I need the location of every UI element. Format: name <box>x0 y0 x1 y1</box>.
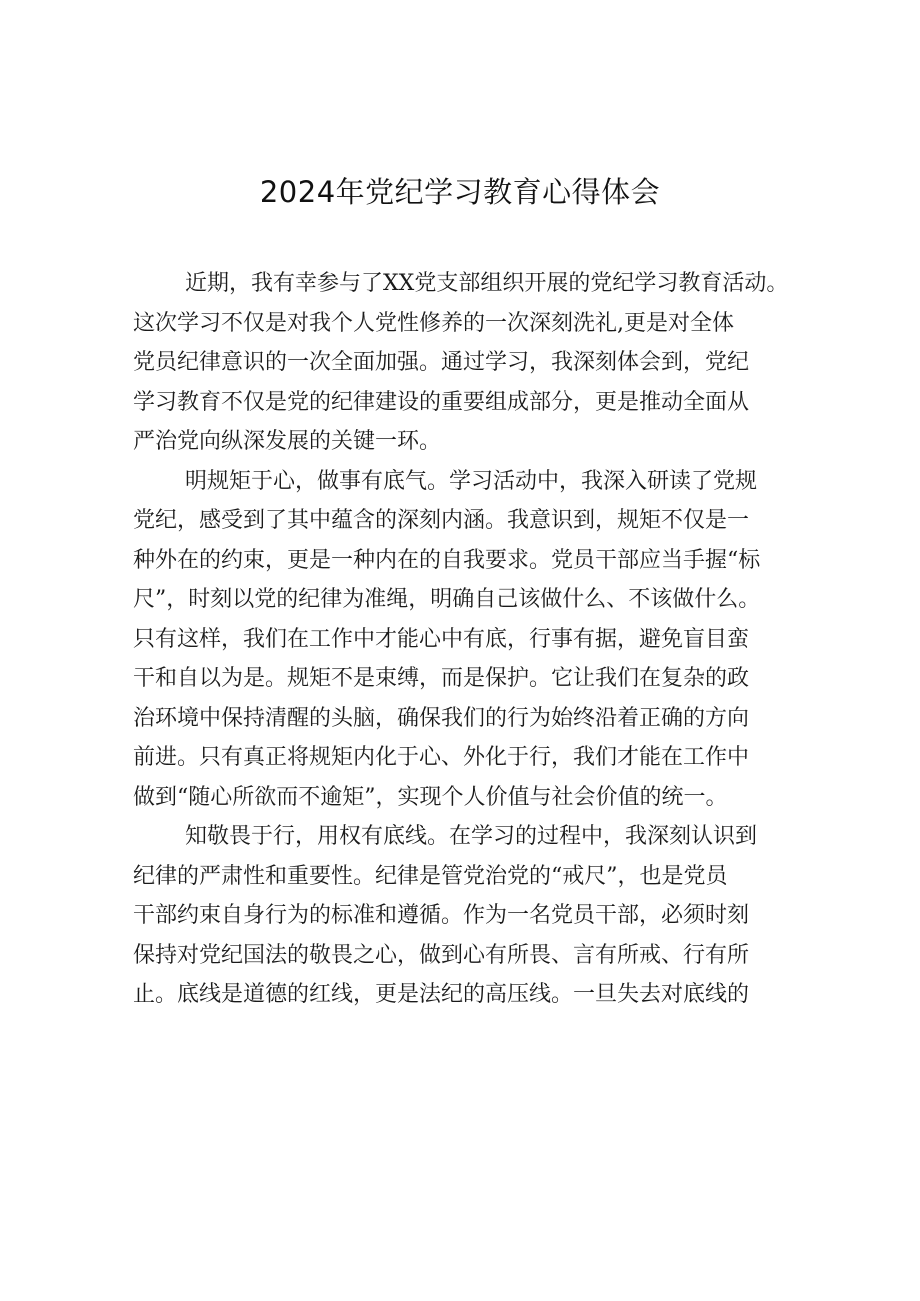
text-line: 治环境中保持清醒的头脑，确保我们的行为始终沿着正确的方向 <box>133 705 750 731</box>
text-line: 尺”，时刻以党的纪律为准绳，明确自己该做什么、不该做什么。 <box>133 587 761 612</box>
text-line: 知敬畏于行，用权有底线。在学习的过程中，我深刻认识到 <box>185 824 758 849</box>
text-line: 这次学习不仅是对我个人党性修养的一次深刻洗礼,更是对全体 <box>133 310 734 336</box>
text-line: 干和自以为是。规矩不是束缚，而是保护。它让我们在复杂的政 <box>133 666 750 691</box>
text-line: 前进。只有真正将规矩内化于心、外化于行，我们才能在工作中 <box>133 745 750 770</box>
text-line: 明规矩于心，做事有底气。学习活动中，我深入研读了党规 <box>185 468 758 494</box>
text-line: 只有这样，我们在工作中才能心中有底，行事有据，避免盲目蛮 <box>133 626 750 652</box>
text-line: 近期，我有幸参与了XX党支部组织开展的党纪学习教育活动。 <box>185 271 789 296</box>
text-line: 干部约束自身行为的标准和遵循。作为一名党员干部，必须时刻 <box>133 903 750 928</box>
text-line: 种外在的约束，更是一种内在的自我要求。党员干部应当手握“标 <box>133 547 761 573</box>
paragraph-2 <box>133 462 811 818</box>
paragraph-1 <box>133 264 811 462</box>
text-line: 学习教育不仅是党的纪律建设的重要组成部分，更是推动全面从 <box>133 389 750 415</box>
text-line: 做到“随心所欲而不逾矩”，实现个人价值与社会价值的统一。 <box>133 784 728 810</box>
text-line: 保持对党纪国法的敬畏之心，做到心有所畏、言有所戒、行有所 <box>133 942 750 968</box>
text-line: 党纪，感受到了其中蕴含的深刻内涵。我意识到，规矩不仅是一 <box>133 508 750 533</box>
document-title: 2024年党纪学习教育心得体会 <box>259 175 661 209</box>
text-line: 纪律的严肃性和重要性。纪律是管党治党的“戒尺”，也是党员 <box>133 863 728 889</box>
text-line: 党员纪律意识的一次全面加强。通过学习，我深刻体会到，党纪 <box>133 350 750 375</box>
text-line: 严治党向纵深发展的关键一环。 <box>133 429 442 454</box>
text-line: 止。底线是道德的红线，更是法纪的高压线。一旦失去对底线的 <box>133 982 750 1007</box>
document-body <box>133 264 811 1015</box>
paragraph-3 <box>133 817 811 1015</box>
